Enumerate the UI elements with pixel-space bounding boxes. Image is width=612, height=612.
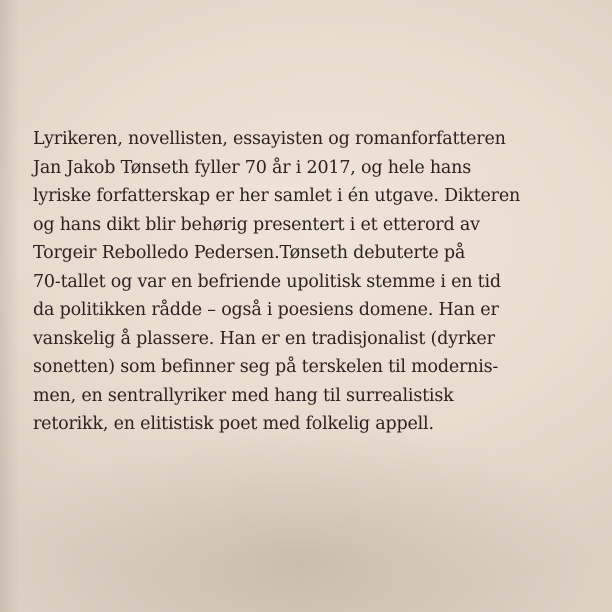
text-line: vanskelig å plassere. Han er en tradisjonalist (dyrker	[33, 328, 495, 349]
text-line: Lyrikeren, novellisten, essayisten og romanforfatteren	[33, 129, 506, 149]
page-gutter-shadow	[0, 0, 20, 612]
text-line: Torgeir Rebolledo Pedersen.Tønseth debuterte på	[33, 243, 466, 263]
blurb-paragraph	[33, 125, 593, 439]
text-line: 70-tallet og var en befriende upolitisk stemme i en tid	[33, 271, 501, 292]
text-line: Jan Jakob Tønseth fyller 70 år i 2017, og hele hans	[33, 157, 472, 178]
text-line: retorikk, en elitistisk poet med folkelig appell.	[33, 414, 434, 434]
text-line: sonetten) som befinner seg på terskelen til modernis-	[33, 357, 499, 377]
text-line: da politikken rådde – også i poesiens domene. Han er	[33, 300, 499, 320]
text-line: og hans dikt blir behørig presentert i et etterord av	[33, 214, 480, 235]
text-line: lyriske forfatterskap er her samlet i én utgave. Dikteren	[33, 186, 521, 206]
text-line: men, en sentrallyriker med hang til surrealistisk	[33, 385, 454, 406]
